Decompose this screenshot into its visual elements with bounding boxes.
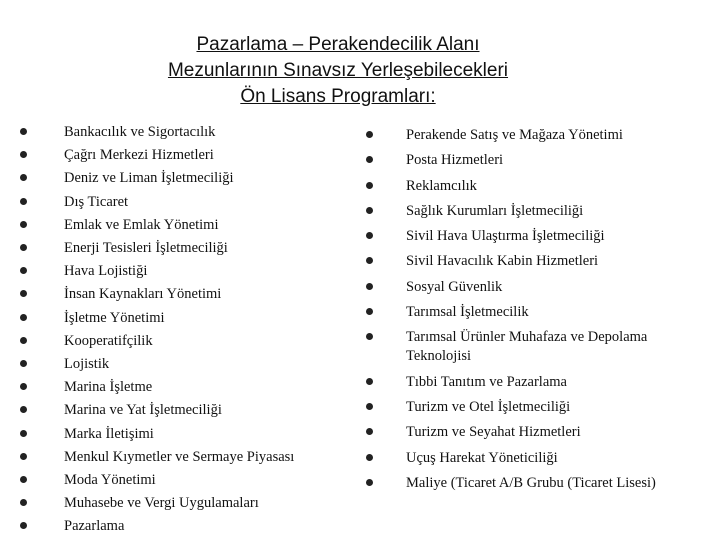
list-item: Bankacılık ve Sigortacılık	[20, 121, 340, 144]
title-line-1: Pazarlama – Perakendecilik Alanı	[196, 34, 480, 55]
list-item: Sosyal Güvenlik	[362, 278, 702, 297]
title-line-3: Ön Lisans Programları:	[240, 86, 436, 107]
list-item: Tarımsal İşletmecilik	[362, 303, 702, 322]
list-item: Perakende Satış ve Mağaza Yönetimi	[362, 126, 702, 145]
list-item: Uçuş Harekat Yöneticiliği	[362, 449, 702, 468]
list-item: Kooperatifçilik	[20, 330, 340, 353]
list-item: Moda Yönetimi	[20, 469, 340, 492]
list-item: Posta Hizmetleri	[362, 151, 702, 170]
list-item: Pazarlama	[20, 515, 340, 538]
list-item: Çağrı Merkezi Hizmetleri	[20, 144, 340, 167]
page-title	[0, 32, 676, 110]
title-line-2: Mezunlarının Sınavsız Yerleşebilecekleri	[167, 60, 509, 81]
list-item: İşletme Yönetimi	[20, 307, 340, 330]
list-item: Sivil Havacılık Kabin Hizmetleri	[362, 252, 702, 271]
list-item: Muhasebe ve Vergi Uygulamaları	[20, 492, 340, 515]
list-item: Menkul Kıymetler ve Sermaye Piyasası	[20, 446, 340, 469]
list-item: Maliye (Ticaret A/B Grubu (Ticaret Lisesi)	[362, 474, 702, 493]
list-item: Turizm ve Otel İşletmeciliği	[362, 398, 702, 417]
program-list-right	[362, 126, 702, 499]
list-item: Sivil Hava Ulaştırma İşletmeciliği	[362, 227, 702, 246]
list-item: Lojistik	[20, 353, 340, 376]
program-list-left	[20, 121, 340, 539]
list-item: Marka İletişimi	[20, 423, 340, 446]
list-item: Tıbbi Tanıtım ve Pazarlama	[362, 373, 702, 392]
list-item: Hava Lojistiği	[20, 260, 340, 283]
list-item: Marina ve Yat İşletmeciliği	[20, 399, 340, 422]
list-item: Dış Ticaret	[20, 191, 340, 214]
list-item: Enerji Tesisleri İşletmeciliği	[20, 237, 340, 260]
list-item: Turizm ve Seyahat Hizmetleri	[362, 423, 702, 442]
list-item: Emlak ve Emlak Yönetimi	[20, 214, 340, 237]
list-item: Tarımsal Ürünler Muhafaza ve Depolama Teknolojisi	[362, 328, 702, 366]
list-item: Reklamcılık	[362, 177, 702, 196]
list-item: Marina İşletme	[20, 376, 340, 399]
list-item: Sağlık Kurumları İşletmeciliği	[362, 202, 702, 221]
list-item: Deniz ve Liman İşletmeciliği	[20, 167, 340, 190]
list-item: İnsan Kaynakları Yönetimi	[20, 283, 340, 306]
